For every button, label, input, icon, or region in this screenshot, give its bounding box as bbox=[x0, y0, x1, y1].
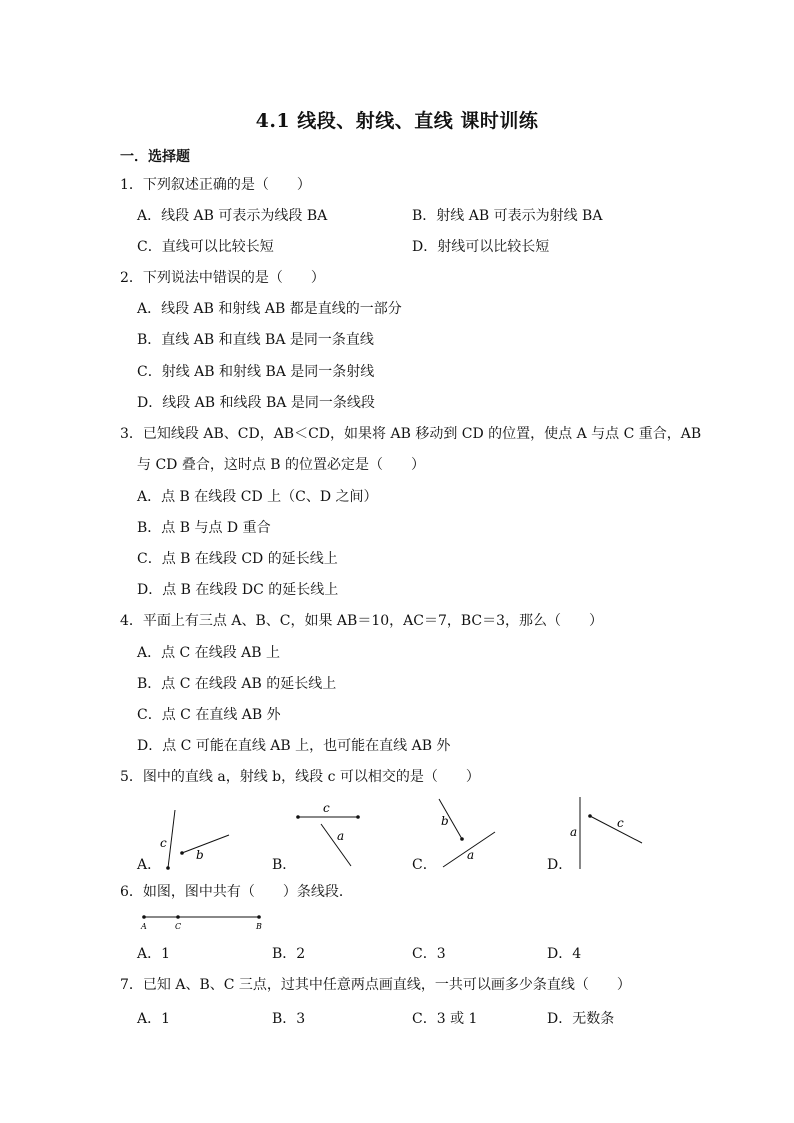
figure-5d-ray-c bbox=[590, 816, 642, 843]
figure-5a-label-b: b bbox=[196, 848, 204, 862]
question-1-stem: 1．下列叙述正确的是（ ） bbox=[120, 177, 311, 193]
figure-5a-point bbox=[166, 866, 170, 870]
question-5-stem: 5．图中的直线 a，射线 b，线段 c 可以相交的是（ ） bbox=[120, 769, 480, 785]
question-2-option-a: A．线段 AB 和射线 AB 都是直线的一部分 bbox=[137, 301, 402, 317]
figure-5d bbox=[570, 797, 642, 869]
question-4-stem: 4．平面上有三点 A、B、C，如果 AB＝10，AC＝7，BC＝3，那么（ ） bbox=[120, 613, 604, 629]
page-title: 4.1 线段、射线、直线 课时训练 bbox=[255, 110, 539, 132]
question-6-option-a: A．1 bbox=[137, 946, 171, 962]
question-5-option-b: B． bbox=[272, 857, 297, 873]
question-1-option-a: A．线段 AB 可表示为线段 BA bbox=[137, 208, 328, 224]
figure-5a-ray-b bbox=[182, 835, 229, 853]
figure-5b-label-a: a bbox=[337, 829, 345, 843]
figure-6-point-c bbox=[176, 915, 180, 919]
figure-5d-label-c: c bbox=[617, 816, 624, 830]
question-5-option-a: A． bbox=[137, 857, 162, 873]
figure-5a-line-c bbox=[168, 810, 175, 868]
figure-5a-ray-endpoint bbox=[180, 851, 184, 855]
section-heading: 一．选择题 bbox=[120, 149, 190, 165]
question-5-option-c: C． bbox=[412, 857, 437, 873]
figure-5c-ray-endpoint bbox=[460, 837, 464, 841]
figure-6-point-b bbox=[257, 915, 261, 919]
question-4-option-a: A．点 C 在线段 AB 上 bbox=[137, 645, 281, 661]
question-7-option-c: C．3 或 1 bbox=[412, 1011, 478, 1027]
question-6-figure bbox=[138, 908, 268, 934]
question-1-option-d: D．射线可以比较长短 bbox=[412, 239, 550, 255]
figure-5d-label-a: a bbox=[570, 825, 578, 839]
question-4-option-b: B．点 C 在线段 AB 的延长线上 bbox=[137, 676, 337, 692]
figure-5c bbox=[439, 799, 495, 867]
question-1-option-c: C．直线可以比较长短 bbox=[137, 239, 274, 255]
figure-5a-label-c: c bbox=[160, 836, 167, 850]
question-3-option-a: A．点 B 在线段 CD 上（C、D 之间） bbox=[137, 489, 378, 505]
question-5-figures bbox=[120, 792, 680, 876]
figure-6-label-b: B bbox=[256, 922, 262, 931]
figure-5d-ray-endpoint bbox=[588, 814, 592, 818]
question-4-option-c: C．点 C 在直线 AB 外 bbox=[137, 707, 281, 723]
question-7-option-b: B．3 bbox=[272, 1011, 306, 1027]
figure-6-label-a: A bbox=[141, 922, 147, 931]
figure-5b-point-right bbox=[356, 815, 360, 819]
figure-5c-label-b: b bbox=[441, 814, 449, 828]
question-6-option-c: C．3 bbox=[412, 946, 446, 962]
question-7-stem: 7．已知 A、B、C 三点，过其中任意两点画直线，一共可以画多少条直线（ ） bbox=[120, 977, 631, 993]
question-6-option-d: D．4 bbox=[547, 946, 582, 962]
question-7-option-d: D．无数条 bbox=[547, 1011, 615, 1027]
figure-6-point-a bbox=[142, 915, 146, 919]
question-3-stem-line-1: 3．已知线段 AB、CD，AB＜CD，如果将 AB 移动到 CD 的位置，使点 A 与点 C 重合，AB bbox=[120, 426, 702, 442]
question-6-stem: 6．如图，图中共有（ ）条线段． bbox=[120, 884, 353, 900]
question-5-option-d: D． bbox=[547, 857, 573, 873]
figure-5c-label-a: a bbox=[467, 848, 475, 862]
figure-5b bbox=[296, 801, 360, 866]
figure-6-label-c: C bbox=[175, 922, 182, 931]
question-3-option-d: D．点 B 在线段 DC 的延长线上 bbox=[137, 582, 339, 598]
figure-5b-label-c: c bbox=[323, 801, 330, 815]
question-1-option-b: B．射线 AB 可表示为射线 BA bbox=[412, 208, 603, 224]
question-7-option-a: A．1 bbox=[137, 1011, 171, 1027]
question-2-option-b: B．直线 AB 和直线 BA 是同一条直线 bbox=[137, 332, 374, 348]
question-2-option-c: C．射线 AB 和射线 BA 是同一条射线 bbox=[137, 364, 375, 380]
figure-5a bbox=[160, 810, 229, 870]
question-2-option-d: D．线段 AB 和线段 BA 是同一条线段 bbox=[137, 395, 375, 411]
question-3-option-b: B．点 B 与点 D 重合 bbox=[137, 520, 271, 536]
figure-5b-point-left bbox=[296, 815, 300, 819]
question-2-stem: 2．下列说法中错误的是（ ） bbox=[120, 270, 325, 286]
question-4-option-d: D．点 C 可能在直线 AB 上，也可能在直线 AB 外 bbox=[137, 738, 451, 754]
question-3-stem-line-2: 与 CD 叠合，这时点 B 的位置必定是（ ） bbox=[137, 457, 426, 473]
figure-5b-line-a bbox=[321, 824, 351, 866]
question-3-option-c: C．点 B 在线段 CD 的延长线上 bbox=[137, 551, 338, 567]
question-6-option-b: B．2 bbox=[272, 946, 306, 962]
